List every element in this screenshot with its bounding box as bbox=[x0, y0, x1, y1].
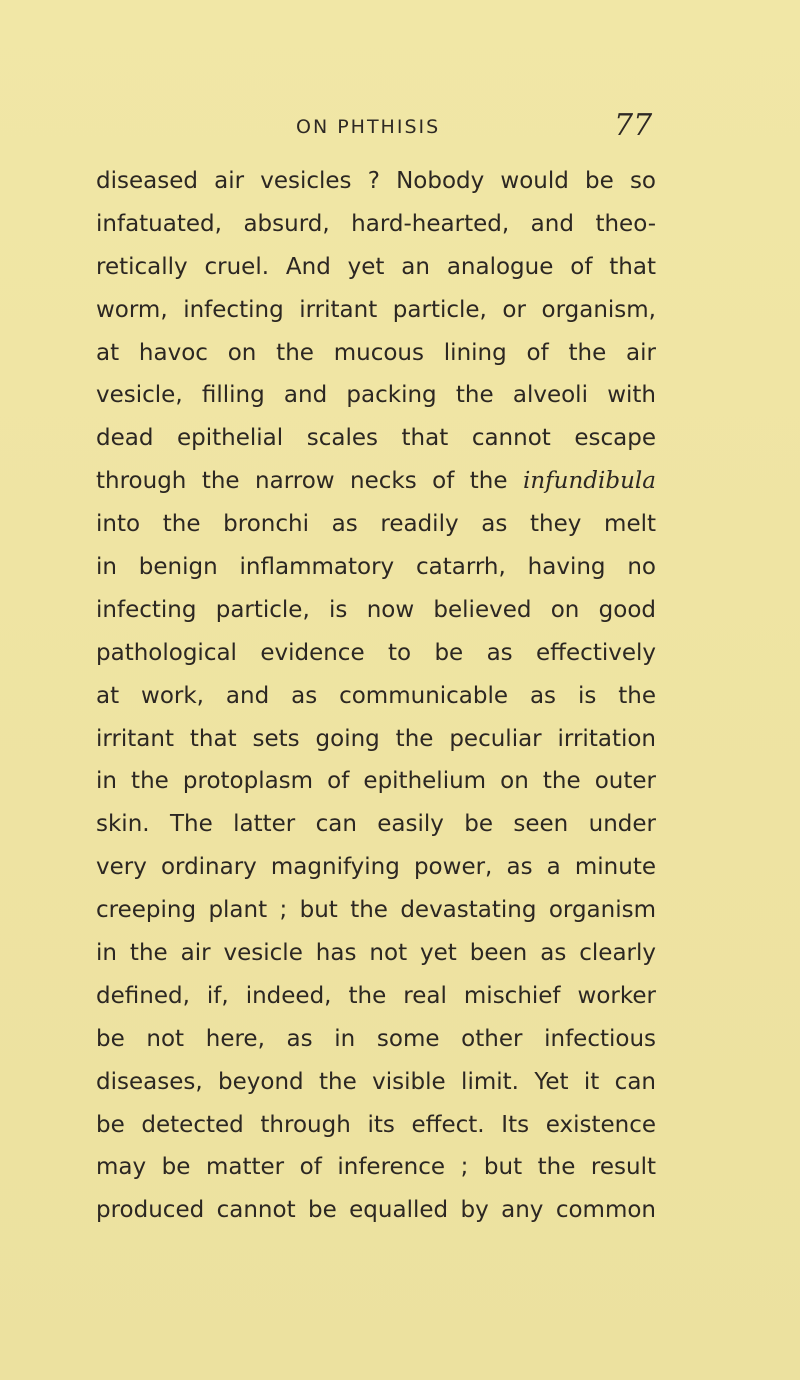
text-line: may be matter of inference ; but the result bbox=[96, 1154, 656, 1181]
text-line: very ordinary magnifying power, as a minute bbox=[96, 854, 656, 881]
text-line: in the protoplasm of epithelium on the outer bbox=[96, 768, 656, 795]
text-line bbox=[96, 460, 656, 503]
text-line: be detected through its effect. Its existence bbox=[96, 1111, 656, 1138]
text-line: into the bronchi as readily as they melt bbox=[96, 511, 656, 538]
running-title: ON PHTHISIS bbox=[296, 116, 441, 138]
text-line: at work, and as communicable as is the bbox=[96, 682, 656, 709]
text-line: diseased air vesicles ? Nobody would be so bbox=[96, 168, 656, 194]
text-line: creeping plant ; but the devastating organism bbox=[96, 897, 656, 924]
text-line: produced cannot be equalled by any common bbox=[96, 1197, 656, 1224]
text-line: vesicle, filling and packing the alveoli with bbox=[96, 382, 656, 409]
text-line: irritant that sets going the peculiar irritation bbox=[96, 725, 656, 752]
text-line: retically cruel. And yet an analogue of that bbox=[96, 253, 656, 280]
text-line: at havoc on the mucous lining of the air bbox=[96, 339, 656, 366]
text-line: infatuated, absurd, hard-hearted, and theo- bbox=[96, 210, 656, 237]
text-line: diseases, beyond the visible limit. Yet it can bbox=[96, 1068, 656, 1095]
text-line: pathological evidence to be as effectively bbox=[96, 639, 656, 666]
body-text bbox=[96, 160, 656, 1232]
text-line: worm, infecting irritant particle, or organism, bbox=[96, 296, 656, 323]
text-line: dead epithelial scales that cannot escape bbox=[96, 425, 656, 452]
text-line: in benign inflammatory catarrh, having no bbox=[96, 554, 656, 581]
text-line: skin. The latter can easily be seen under bbox=[96, 811, 656, 838]
text-line: defined, if, indeed, the real mischief worker bbox=[96, 982, 656, 1009]
page-number: 77 bbox=[614, 108, 653, 143]
running-head bbox=[0, 108, 800, 148]
text-line: infecting particle, is now believed on good bbox=[96, 596, 656, 623]
text-line: be not here, as in some other infectious bbox=[96, 1025, 656, 1052]
italic-term: infundibula bbox=[523, 468, 656, 495]
text-line-roman: through the narrow necks of the bbox=[96, 468, 523, 495]
text-line: in the air vesicle has not yet been as clearly bbox=[96, 940, 656, 967]
